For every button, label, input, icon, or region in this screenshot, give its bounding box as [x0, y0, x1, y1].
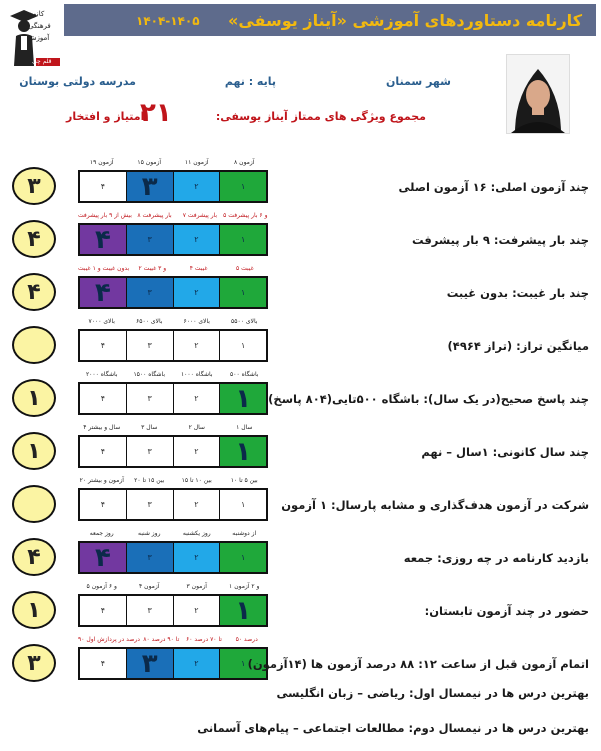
- level-cell: ۳: [126, 649, 173, 678]
- threshold-label: ۱۱ آزمون: [184, 159, 209, 166]
- threshold-label: بالای ۷۰۰۰: [88, 318, 115, 325]
- level-cell: ۱: [219, 384, 266, 413]
- threshold-label: ۵۰ درصد: [235, 636, 258, 643]
- academic-year: ۱۴۰۴-۱۴۰۵: [136, 14, 200, 28]
- level-cell: ۴: [80, 543, 126, 572]
- threshold-label: باشگاه ۵۰۰: [230, 371, 259, 378]
- threshold-label: باشگاه ۱۰۰۰: [180, 371, 213, 378]
- row-score-badge: ۴: [12, 273, 56, 311]
- level-cell: ۳: [126, 225, 173, 254]
- level-cell: ۱: [219, 278, 266, 307]
- level-cell: ۴: [80, 225, 126, 254]
- threshold-label: بین ۵ تا ۱۰: [230, 477, 258, 484]
- level-grid: [78, 435, 268, 468]
- level-grid: [78, 488, 268, 521]
- level-cell: ۲: [173, 543, 220, 572]
- level-cell: ۴: [100, 341, 106, 350]
- level-cell: ۲: [173, 649, 220, 678]
- threshold-label: ۳ آزمون: [186, 583, 207, 590]
- row-thresholds: [78, 212, 268, 219]
- row-thresholds: [78, 371, 268, 378]
- threshold-label: بیش از ۹ بار پیشرفت: [78, 212, 132, 219]
- best-subjects-term2: بهترین درس ها در نیمسال دوم: مطالعات اجتماعی – پیام‌های آسمانی: [197, 721, 589, 735]
- threshold-label: ۲ سال: [188, 424, 205, 431]
- row-thresholds: [78, 530, 268, 537]
- threshold-label: ۱ سال: [236, 424, 253, 431]
- level-grid: [78, 382, 268, 415]
- threshold-label: بین ۱۰ تا ۱۵: [181, 477, 212, 484]
- level-cell: ۳: [126, 384, 173, 413]
- student-photo: [506, 54, 570, 134]
- level-grid: [78, 170, 268, 203]
- threshold-label: ۱ و ۲ آزمون: [229, 583, 260, 590]
- threshold-label: بالای ۶۰۰۰: [183, 318, 210, 325]
- level-cell: ۲: [173, 596, 220, 625]
- threshold-label: ۲۰ آزمون و بیشتر: [79, 477, 124, 484]
- level-cell: ۳: [126, 331, 173, 360]
- row-thresholds: [78, 159, 268, 166]
- threshold-label: روز شنبه: [138, 530, 161, 537]
- level-cell: ۱: [219, 225, 266, 254]
- row-label: چند آزمون اصلی: ۱۶ آزمون اصلی: [398, 180, 589, 194]
- row-label: چند سال کانونی: ۱سال – نهم: [421, 445, 589, 459]
- level-cell: ۱: [219, 331, 266, 360]
- row-score-badge: [12, 485, 56, 523]
- row-score-badge: ۱: [12, 591, 56, 629]
- threshold-label: ۹۰ درصد در پردازش اول: [78, 636, 140, 643]
- level-grid: [78, 276, 268, 309]
- threshold-label: ۶۰ تا ۷۰ درصد: [185, 636, 222, 643]
- level-cell: ۳: [126, 596, 173, 625]
- threshold-label: ۲ و ۳ غیبت: [138, 265, 167, 272]
- level-cell: ۲: [173, 490, 220, 519]
- level-cell: ۴: [100, 182, 106, 191]
- level-cell: ۱: [219, 437, 266, 466]
- threshold-label: ۸ بار پیشرفت: [137, 212, 172, 219]
- level-cell: ۴: [100, 447, 106, 456]
- threshold-label: ۵ و ۶ بار پیشرفت: [223, 212, 268, 219]
- row-label: چند بار پیشرفت: ۹ بار پیشرفت: [412, 233, 589, 247]
- row-label: چند بار غیبت: بدون غیبت: [446, 286, 589, 300]
- level-cell: ۲: [173, 437, 220, 466]
- score-label: امتیاز و افتخار: [66, 110, 145, 123]
- threshold-label: ۸ آزمون: [234, 159, 255, 166]
- level-cell: ۲: [173, 172, 220, 201]
- level-cell: ۱: [219, 490, 266, 519]
- level-cell: ۲: [173, 331, 220, 360]
- threshold-label: باشگاه ۲۰۰۰: [85, 371, 118, 378]
- level-cell: ۲: [173, 278, 220, 307]
- level-cell: ۴: [100, 500, 106, 509]
- level-grid: [78, 541, 268, 574]
- level-grid: [78, 647, 268, 680]
- level-cell: ۴: [100, 606, 106, 615]
- threshold-label: ۳ سال: [141, 424, 158, 431]
- threshold-label: ۱۵ آزمون: [137, 159, 162, 166]
- row-thresholds: [78, 477, 268, 484]
- header: [0, 0, 601, 65]
- row-label: حضور در چند آزمون تابستان:: [424, 604, 589, 618]
- logo-line-3: آموزش: [28, 34, 50, 42]
- level-grid: [78, 223, 268, 256]
- threshold-label: ۵ و ۶ آزمون: [86, 583, 117, 590]
- threshold-label: ۷ بار پیشرفت: [182, 212, 218, 219]
- row-label: اتمام آزمون قبل از ساعت ۱۲: ۸۸ درصد آزمون ها (۱۴آزمون): [247, 657, 589, 671]
- threshold-label: ۴ سال و بیشتر: [83, 424, 121, 431]
- level-cell: ۱: [219, 543, 266, 572]
- level-cell: ۲: [173, 225, 220, 254]
- level-grid: [78, 329, 268, 362]
- threshold-label: روز جمعه: [89, 530, 114, 537]
- threshold-label: بین ۱۵ تا ۲۰: [134, 477, 165, 484]
- threshold-label: بالای ۶۵۰۰: [136, 318, 163, 325]
- threshold-label: از دوشنبه: [232, 530, 257, 537]
- grade: پایه : نهم: [224, 75, 276, 88]
- logo-line-4: قلم چی: [32, 58, 52, 65]
- threshold-label: روز یکشنبه: [182, 530, 211, 537]
- level-grid: [78, 594, 268, 627]
- row-thresholds: [78, 318, 268, 325]
- row-thresholds: [78, 583, 268, 590]
- threshold-label: ۴ غیبت: [189, 265, 208, 272]
- level-cell: ۴: [80, 278, 126, 307]
- row-label: چند پاسخ صحیح(در یک سال): باشگاه ۵۰۰تایی(۸۰۴ پاسخ): [268, 392, 589, 406]
- level-cell: ۲: [173, 384, 220, 413]
- best-subjects-term1: بهترین درس ها در نیمسال اول: ریاضی – زبان انگلیسی: [276, 686, 589, 700]
- page-title: کارنامه دستاوردهای آموزشی «آیناز یوسفی»: [228, 11, 582, 30]
- level-cell: ۳: [126, 172, 173, 201]
- row-thresholds: [78, 265, 268, 272]
- threshold-label: باشگاه ۱۵۰۰: [133, 371, 166, 378]
- threshold-label: ۸۰ تا ۹۰ درصد: [143, 636, 180, 643]
- threshold-label: بدون غیبت و ۱ غیبت: [78, 265, 130, 272]
- level-cell: ۱: [219, 649, 266, 678]
- row-score-badge: [12, 326, 56, 364]
- level-cell: ۳: [126, 278, 173, 307]
- level-cell: ۳: [126, 490, 173, 519]
- level-cell: ۳: [126, 437, 173, 466]
- header-bar: [64, 4, 596, 36]
- row-score-badge: ۳: [12, 167, 56, 205]
- logo-line-2: فرهنگی: [28, 22, 51, 30]
- threshold-label: بالای ۵۵۰۰: [231, 318, 258, 325]
- threshold-label: ۱۹ آزمون: [89, 159, 114, 166]
- row-thresholds: [78, 424, 268, 431]
- logo-line-1: کانون: [28, 10, 45, 18]
- level-cell: ۳: [126, 543, 173, 572]
- level-cell: ۱: [219, 172, 266, 201]
- portrait-image: [507, 55, 569, 133]
- city: شهر سمنان: [386, 75, 451, 88]
- row-score-badge: ۱: [12, 432, 56, 470]
- threshold-label: ۵ غیبت: [235, 265, 254, 272]
- threshold-label: ۴ آزمون: [139, 583, 160, 590]
- row-label: میانگین تراز: (تراز ۴۹۶۴): [447, 339, 589, 353]
- level-cell: ۴: [100, 394, 106, 403]
- row-score-badge: ۴: [12, 220, 56, 258]
- row-thresholds: [78, 636, 268, 643]
- row-score-badge: ۴: [12, 538, 56, 576]
- score-value: ۲۱: [140, 98, 172, 128]
- row-score-badge: ۳: [12, 644, 56, 682]
- row-label: بازدید کارنامه در چه روزی: جمعه: [403, 551, 589, 565]
- features-label: مجموع ویژگی های ممتاز آیناز یوسفی:: [215, 110, 426, 123]
- row-score-badge: ۱: [12, 379, 56, 417]
- row-label: شرکت در آزمون هدف‌گذاری و مشابه پارسال: ۱ آزمون: [281, 498, 589, 512]
- level-cell: ۴: [100, 659, 106, 668]
- level-cell: ۱: [219, 596, 266, 625]
- school: مدرسه دولتی بوستان: [19, 75, 136, 88]
